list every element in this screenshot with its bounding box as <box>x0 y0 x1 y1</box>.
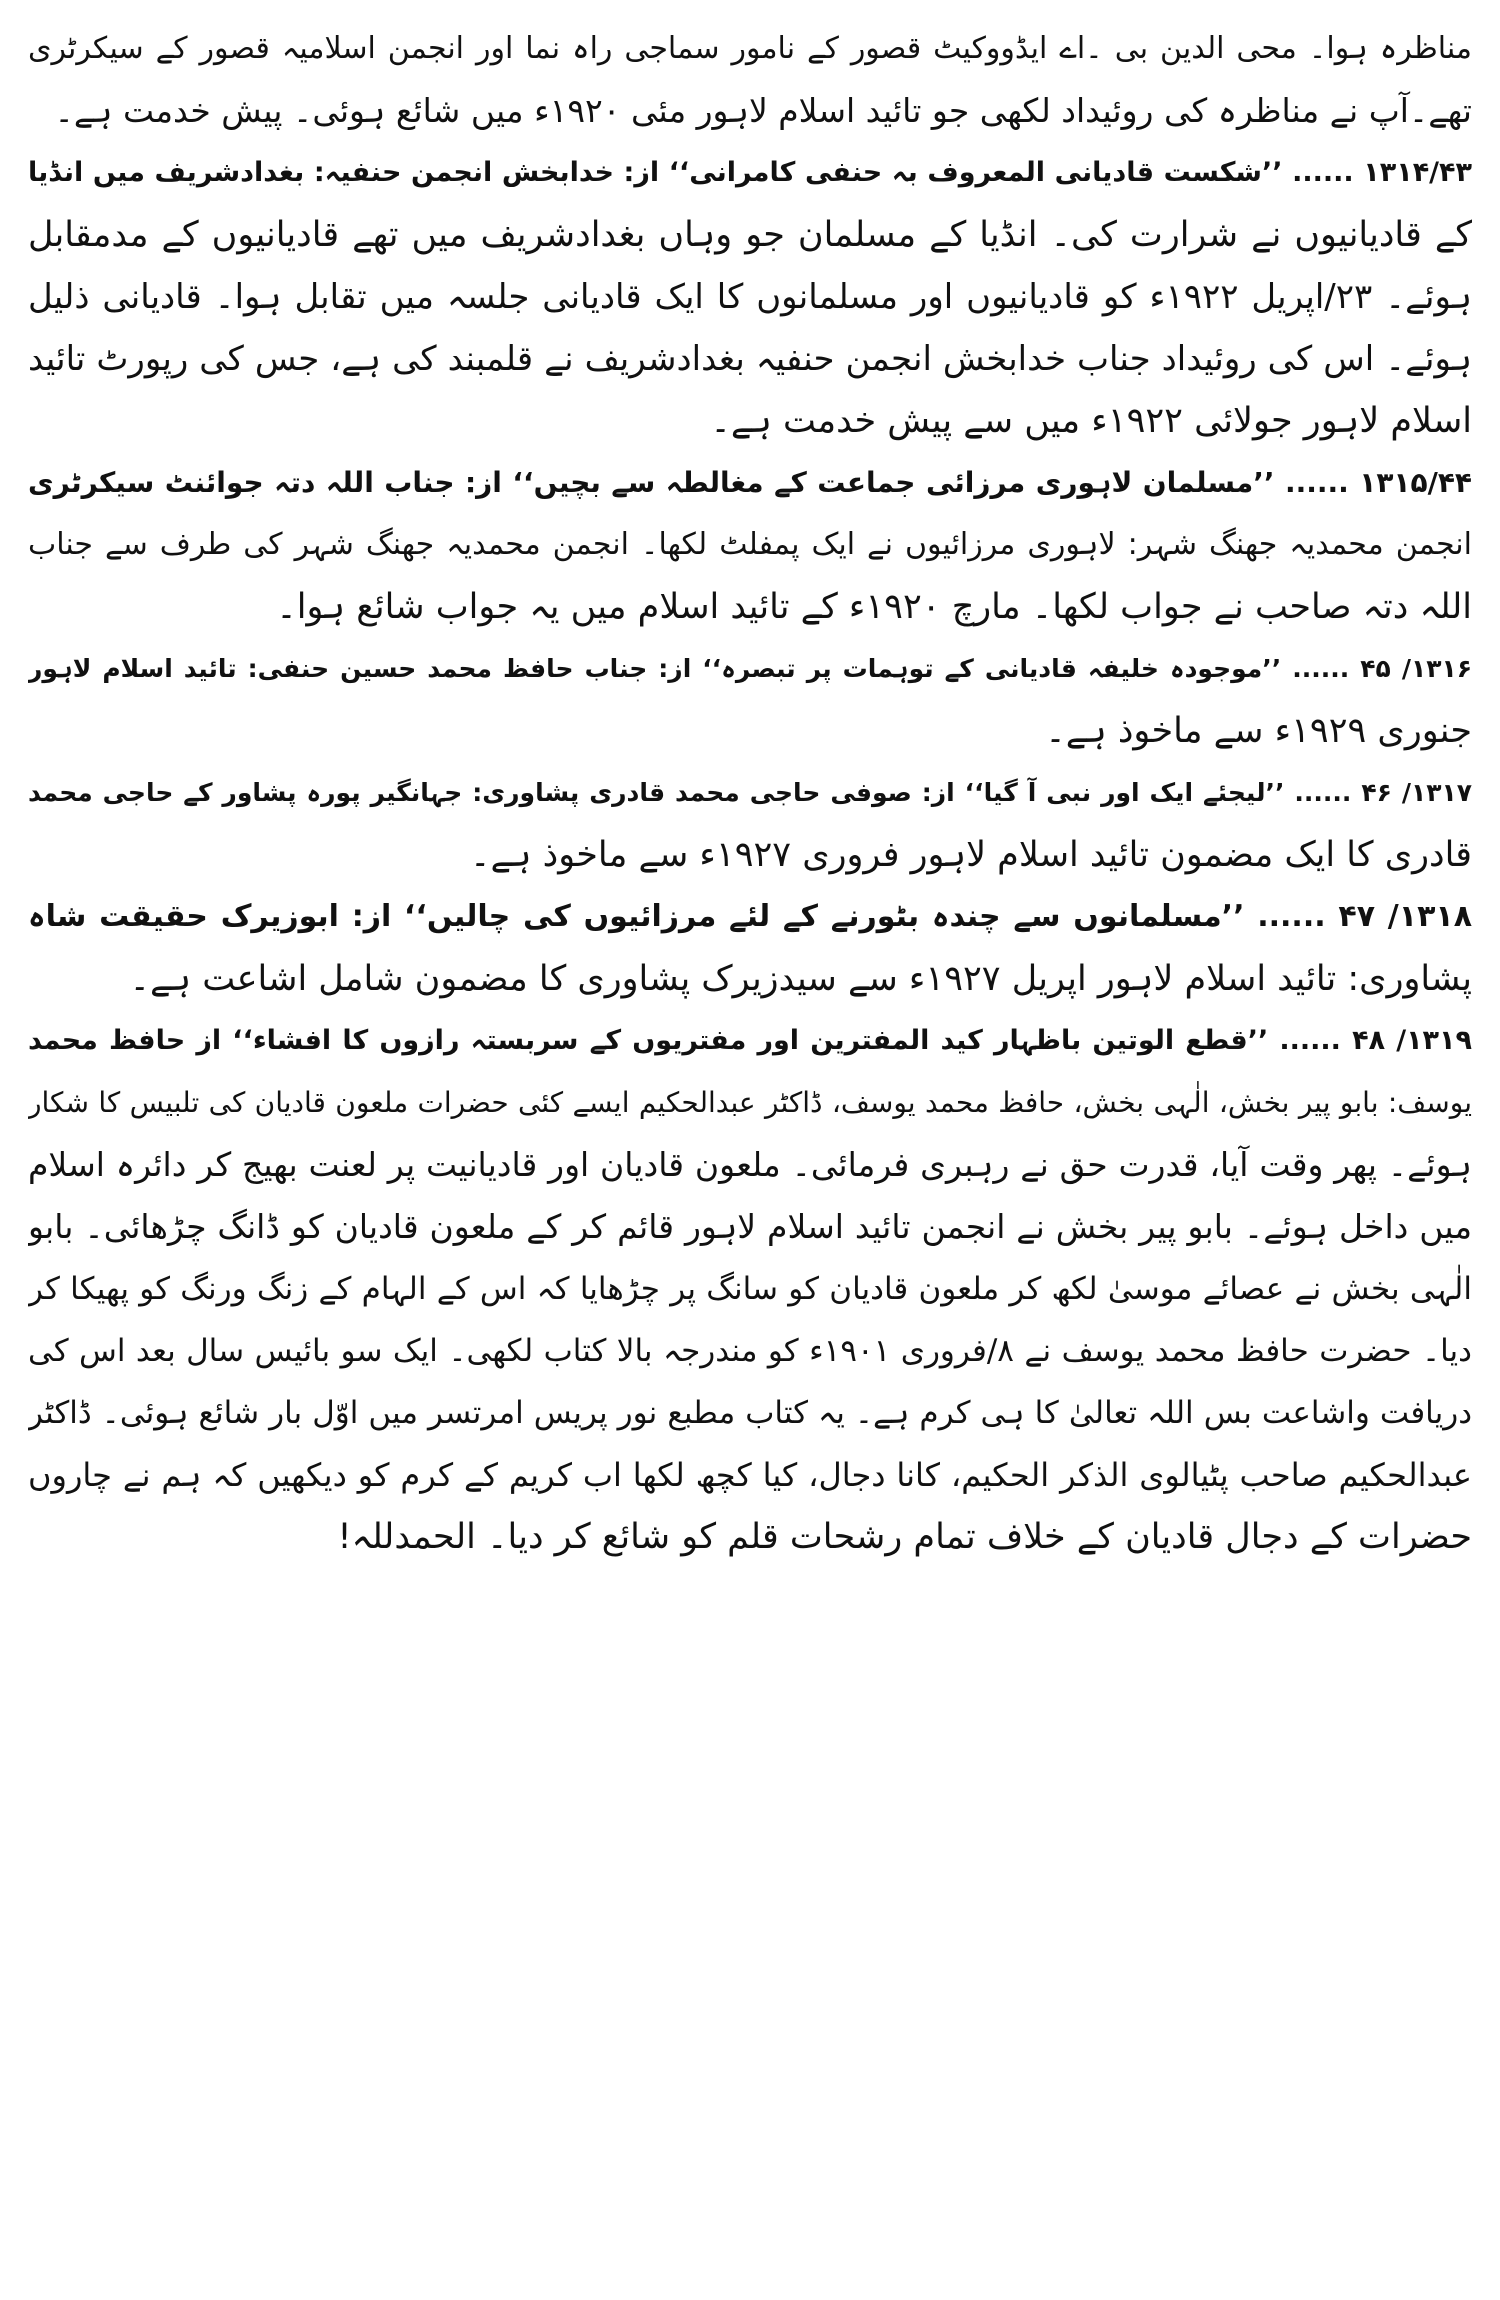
text-line-18: یوسف: بابو پیر بخش، الٰہی بخش، حافظ محمد یوسف، ڈاکٹر عبدالحکیم ایسے کئی حضرات ملعون قادیان کی تلبیس کا شکار <box>28 1086 1472 1119</box>
entry-heading-1318: ۱۳۱۸/ ۴۷ ...... ’’مسلمانوں سے چندہ بٹورنے کے لئے مرزائیوں کی چالیں‘‘ از: ابوزیرک حقیقت شاہ <box>28 899 1472 934</box>
entry-heading-1314: ۱۳۱۴/۴۳ ...... ’’شکست قادیانی المعروف بہ حنفی کامرانی‘‘ از: خدابخش انجمن حنفیہ: بغدادشریف میں انڈیا <box>28 157 1472 188</box>
text-line-19: ہوئے۔ پھر وقت آیا، قدرت حق نے رہبری فرمائی۔ ملعون قادیان اور قادیانیت پر لعنت بھیج کر دائرہ اسلام <box>28 1145 1472 1184</box>
text-line-9: انجمن محمدیہ جھنگ شہر: لاہوری مرزائیوں نے ایک پمفلٹ لکھا۔ انجمن محمدیہ جھنگ شہر کی طرف سے جناب <box>28 527 1472 562</box>
text-line-22: دیا۔ حضرت حافظ محمد یوسف نے ۸/فروری ۱۹۰۱ء کو مندرجہ بالا کتاب لکھی۔ ایک سو بائیس سال بعد اس کی <box>28 1333 1472 1369</box>
text-line-16: پشاوری: تائید اسلام لاہور اپریل ۱۹۲۷ء سے سیدزیرک پشاوری کا مضمون شامل اشاعت ہے۔ <box>129 959 1472 999</box>
text-line-23: دریافت واشاعت بس اللہ تعالیٰ کا ہی کرم ہے۔ یہ کتاب مطبع نور پریس امرتسر میں اوّل بار شائع ہوئی۔ ڈاکٹر <box>28 1395 1472 1431</box>
text-line-12: جنوری ۱۹۲۹ء سے ماخوذ ہے۔ <box>1045 711 1472 751</box>
entry-heading-1315: ۱۳۱۵/۴۴ ...... ’’مسلمان لاہوری مرزائی جماعت کے مغالطہ سے بچیں‘‘ از: جناب اللہ دتہ جوائنٹ سیکرٹری <box>28 466 1472 499</box>
text-line-14: قادری کا ایک مضمون تائید اسلام لاہور فروری ۱۹۲۷ء سے ماخوذ ہے۔ <box>469 835 1472 875</box>
document-page <box>28 18 1472 2282</box>
text-line-21: الٰہی بخش نے عصائے موسیٰ لکھ کر ملعون قادیان کو سانگ پر چڑھایا کہ اس کے الہام کے زنگ ورنگ کو پھیکا کر <box>28 1271 1472 1307</box>
text-line-7: اسلام لاہور جولائی ۱۹۲۲ء میں سے پیش خدمت ہے۔ <box>710 401 1472 441</box>
text-line-25: حضرات کے دجال قادیان کے خلاف تمام رشحات قلم کو شائع کر دیا۔ الحمدللہ! <box>337 1517 1472 1557</box>
text-line-10: اللہ دتہ صاحب نے جواب لکھا۔ مارچ ۱۹۲۰ء کے تائید اسلام میں یہ جواب شائع ہوا۔ <box>276 587 1472 627</box>
text-line-1: مناظرہ ہوا۔ محی الدین بی ۔اے ایڈووکیٹ قصور کے نامور سماجی راہ نما اور انجمن اسلامیہ قصور کے سیکرٹری <box>28 31 1472 66</box>
text-line-6: ہوئے۔ اس کی روئیداد جناب خدابخش انجمن حنفیہ بغدادشریف نے قلمبند کی ہے، جس کی رپورٹ تائید <box>28 339 1472 379</box>
entry-heading-1316: ۱۳۱۶/ ۴۵ ...... ’’موجودہ خلیفہ قادیانی کے توہمات پر تبصرہ‘‘ از: جناب حافظ محمد حسین حنفی: تائید اسلام لاہور <box>28 654 1472 683</box>
text-line-2: تھے۔آپ نے مناظرہ کی روئیداد لکھی جو تائید اسلام لاہور مئی ۱۹۲۰ء میں شائع ہوئی۔ پیش خدمت ہے۔ <box>54 91 1472 130</box>
text-line-4: کے قادیانیوں نے شرارت کی۔ انڈیا کے مسلمان جو وہاں بغدادشریف میں تھے قادیانیوں کے مدمقابل <box>28 215 1472 255</box>
entry-heading-1317: ۱۳۱۷/ ۴۶ ...... ’’لیجئے ایک اور نبی آ گیا‘‘ از: صوفی حاجی محمد قادری پشاوری: جہانگیر پورہ پشاور کے حاجی محمد <box>28 778 1472 807</box>
entry-heading-1319: ۱۳۱۹/ ۴۸ ...... ’’قطع الوتین باظہار کید المفترین اور مفتریوں کے سربستہ رازوں کا افشاء‘‘ از حافظ محمد <box>28 1025 1472 1056</box>
text-line-5: ہوئے۔ ۲۳/اپریل ۱۹۲۲ء کو قادیانیوں اور مسلمانوں کا ایک قادیانی جلسہ میں تقابل ہوا۔ قادیانی ذلیل <box>28 277 1472 317</box>
text-line-24: عبدالحکیم صاحب پٹیالوی الذکر الحکیم، کانا دجال، کیا کچھ لکھا اب کریم کے کرم کو دیکھیں کہ ہم نے چاروں <box>28 1456 1472 1494</box>
text-line-20: میں داخل ہوئے۔ بابو پیر بخش نے انجمن تائید اسلام لاہور قائم کر کے ملعون قادیان کو ڈانگ چڑھائی۔ بابو <box>28 1207 1472 1246</box>
